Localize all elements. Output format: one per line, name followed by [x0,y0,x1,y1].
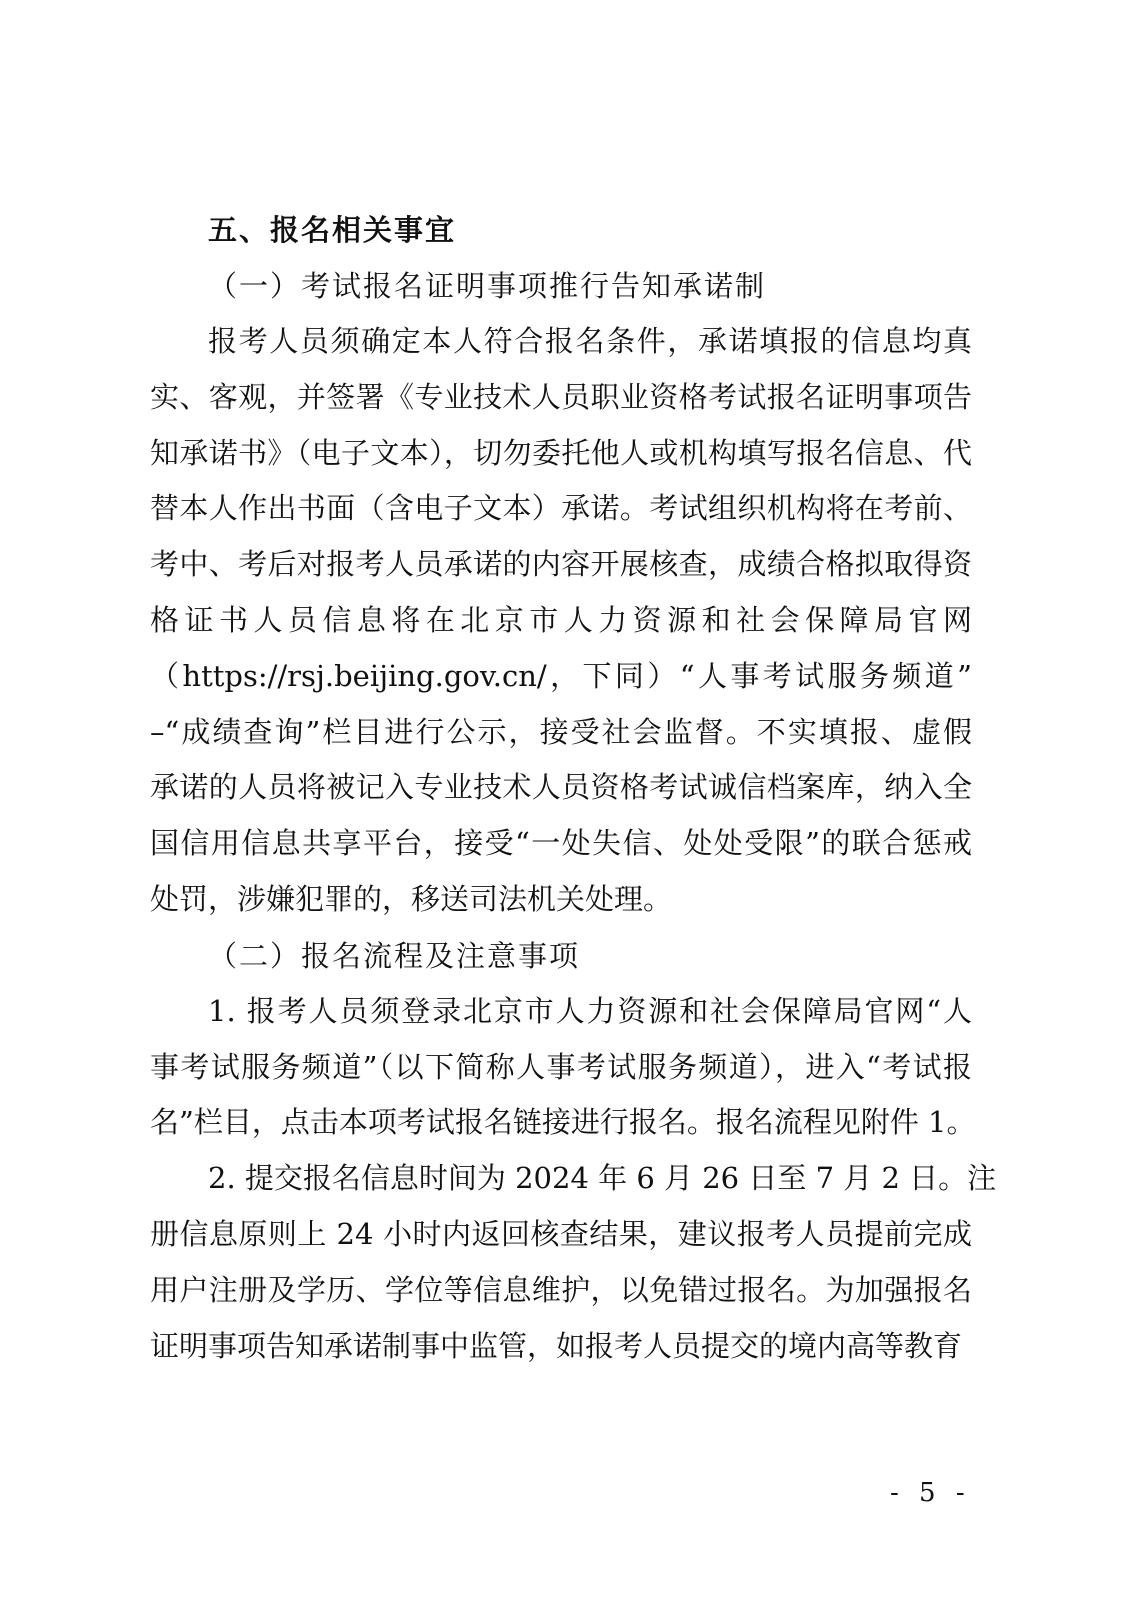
text-line: 考中、考后对报考人员承诺的内容开展核查，成绩合格拟取得资 [150,547,972,582]
paragraph [150,314,972,928]
subsection-heading: （二）报名流程及注意事项 [208,938,581,973]
paragraph [150,1151,997,1374]
subsection-heading: （一）考试报名证明事项推行告知承诺制 [208,269,767,303]
text-line: 格证书人员信息将在北京市人力资源和社会保障局官网 [150,602,972,637]
text-line: 1. 报考人员须登录北京市人力资源和社会保障局官网“人 [208,993,972,1028]
text-line: 替本人作出书面（含电子文本）承诺。考试组织机构将在考前、 [150,491,972,526]
text-line: –“成绩查询”栏目进行公示，接受社会监督。不实填报、虚假 [150,714,972,749]
document-body [150,202,997,1374]
text-line: 国信用信息共享平台，接受“一处失信、处处受限”的联合惩戒 [150,826,972,861]
subsections [150,258,997,1374]
page-number: - 5 - [890,1478,971,1508]
text-line: 承诺的人员将被记入专业技术人员资格考试诚信档案库，纳入全 [150,770,972,805]
text-line: 册信息原则上 24 小时内返回核查结果，建议报考人员提前完成 [150,1216,972,1251]
text-line: 2. 提交报名信息时间为 2024 年 6 月 26 日至 7 月 2 日。注 [208,1161,997,1196]
text-line: 名”栏目，点击本项考试报名链接进行报名。报名流程见附件 1。 [150,1105,976,1140]
text-line: 报考人员须确定本人符合报名条件，承诺填报的信息均真 [208,324,972,358]
text-line: 处罚，涉嫌犯罪的，移送司法机关处理。 [150,881,673,916]
text-line: 事考试服务频道”（以下简称人事考试服务频道），进入“考试报 [150,1049,972,1084]
text-line: 用户注册及学历、学位等信息维护，以免错过报名。为加强报名 [150,1272,972,1307]
text-line: （https://rsj.beijing.gov.cn/，下同）“人事考试服务频道” [150,658,972,693]
text-line: 知承诺书》（电子文本），切勿委托他人或机构填写报名信息、代 [150,435,972,470]
paragraph [150,984,976,1151]
text-line: 实、客观，并签署《专业技术人员职业资格考试报名证明事项告 [150,379,972,414]
text-line: 证明事项告知承诺制事中监管，如报考人员提交的境内高等教育 [150,1328,963,1363]
section-title: 五、报名相关事宜 [208,213,457,247]
